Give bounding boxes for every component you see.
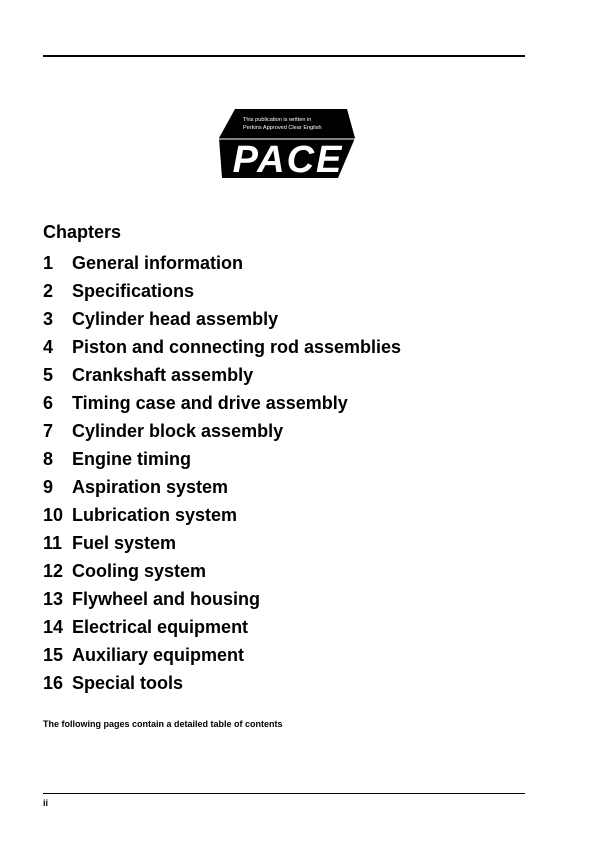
chapter-number: 6 bbox=[43, 392, 54, 413]
chapter-title: Cylinder block assembly bbox=[72, 420, 284, 441]
chapter-title: Flywheel and housing bbox=[72, 588, 261, 609]
chapter-item bbox=[43, 641, 401, 669]
chapter-item bbox=[43, 305, 401, 333]
chapter-number: 13 bbox=[43, 588, 64, 609]
chapter-item bbox=[43, 669, 401, 697]
chapter-number: 14 bbox=[43, 616, 64, 637]
chapter-item bbox=[43, 445, 401, 473]
chapter-title: Lubrication system bbox=[72, 504, 238, 525]
footer-rule bbox=[43, 793, 525, 794]
chapter-item bbox=[43, 277, 401, 305]
chapter-number: 3 bbox=[43, 308, 54, 329]
chapter-item bbox=[43, 473, 401, 501]
chapter-item bbox=[43, 389, 401, 417]
chapter-item bbox=[43, 613, 401, 641]
chapter-title: Specifications bbox=[72, 280, 195, 301]
chapter-item bbox=[43, 417, 401, 445]
chapter-title: Cylinder head assembly bbox=[72, 308, 279, 329]
chapter-number: 2 bbox=[43, 280, 54, 301]
chapter-number: 11 bbox=[43, 532, 63, 553]
chapter-item bbox=[43, 361, 401, 389]
chapter-number: 9 bbox=[43, 476, 54, 497]
chapter-number: 4 bbox=[43, 336, 54, 357]
chapter-number: 15 bbox=[43, 644, 64, 665]
chapter-item bbox=[43, 333, 401, 361]
chapter-number: 5 bbox=[43, 364, 54, 385]
chapter-number: 8 bbox=[43, 448, 54, 469]
chapter-item bbox=[43, 501, 401, 529]
chapter-title: Cooling system bbox=[72, 560, 207, 581]
pace-logo bbox=[219, 109, 355, 179]
chapter-number: 16 bbox=[43, 672, 64, 693]
chapter-item bbox=[43, 529, 401, 557]
header-rule bbox=[43, 55, 525, 57]
logo-caption-line2: Perkins Approved Clear English bbox=[243, 125, 322, 131]
chapter-title: Auxiliary equipment bbox=[72, 644, 245, 665]
chapter-list bbox=[43, 249, 401, 697]
chapter-title: Timing case and drive assembly bbox=[72, 392, 348, 413]
chapter-item bbox=[43, 585, 401, 613]
chapter-number: 1 bbox=[43, 252, 54, 273]
chapters-heading: Chapters bbox=[43, 222, 122, 242]
svg-text:PACE: PACE bbox=[232, 139, 344, 179]
chapter-title: General information bbox=[72, 252, 244, 273]
chapter-number: 12 bbox=[43, 560, 64, 581]
chapter-title: Special tools bbox=[72, 672, 184, 693]
chapter-title: Fuel system bbox=[72, 532, 177, 553]
footnote: The following pages contain a detailed table of contents bbox=[43, 719, 283, 729]
chapter-title: Crankshaft assembly bbox=[72, 364, 254, 385]
chapter-number: 10 bbox=[43, 504, 64, 525]
chapter-title: Aspiration system bbox=[72, 476, 229, 497]
logo-caption-line1: This publication is written in bbox=[243, 117, 312, 123]
chapter-title: Engine timing bbox=[72, 448, 191, 469]
chapter-item bbox=[43, 249, 401, 277]
chapter-title: Electrical equipment bbox=[72, 616, 249, 637]
chapter-number: 7 bbox=[43, 420, 54, 441]
chapter-item bbox=[43, 557, 401, 585]
page-number: ii bbox=[43, 798, 49, 808]
chapter-title: Piston and connecting rod assemblies bbox=[72, 336, 402, 357]
